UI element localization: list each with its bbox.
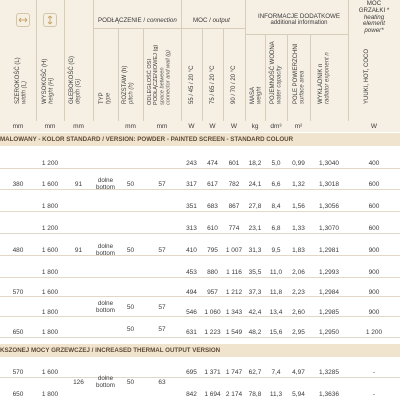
type-value-en: bottom	[96, 184, 115, 191]
output-55-value: 317	[186, 180, 197, 188]
group-output: MOC / output	[193, 17, 230, 24]
col-distance-pl2: PODŁĄCZENIOWEJ (g)	[153, 44, 160, 105]
unit-cell	[310, 121, 348, 132]
height-value: 1 800	[41, 268, 59, 276]
group-output-label: MOC	[193, 17, 208, 24]
col-depth-pl: GŁĘBOKOŚĆ (G)	[69, 55, 75, 104]
col-mass-pl: MASA	[250, 86, 256, 104]
col-t3-header	[231, 50, 238, 104]
height-value: 1 800	[41, 308, 59, 316]
heater-value: 1 200	[365, 328, 383, 336]
col-mass-en: weight	[256, 86, 263, 104]
type-cell	[93, 372, 118, 392]
col-pitch-header	[122, 52, 135, 104]
col-type-header	[99, 70, 112, 104]
divider	[265, 34, 266, 121]
col-width-en: width (L)	[21, 80, 28, 104]
water-value: 9,5	[271, 246, 281, 254]
unit-cell: W	[188, 123, 195, 130]
col-depth-en: depth (G)	[75, 78, 82, 104]
row-divider	[0, 255, 400, 256]
heater-label-5: power*	[364, 27, 384, 35]
col-water-en: water capacity	[276, 65, 283, 104]
output-90-value: 601	[228, 159, 240, 167]
width-value: 570	[12, 368, 24, 376]
surface-value: 1,33	[292, 224, 305, 232]
height-value: 1 600	[41, 180, 59, 188]
output-55-value: 494	[186, 288, 197, 296]
col-distance-en: space between	[159, 67, 166, 105]
width-value: 650	[12, 390, 24, 398]
col-type-pl: TYP	[99, 92, 105, 104]
distance-value: 57	[158, 325, 166, 333]
output-75-value: 1 060	[204, 308, 221, 316]
divider	[64, 0, 65, 121]
heater-value: 600	[368, 224, 380, 232]
water-value: 8,4	[271, 202, 281, 210]
heater-value: 900	[368, 288, 380, 296]
heater-value: 900	[368, 246, 380, 254]
output-55-value: 546	[186, 308, 197, 316]
mass-value: 35,5	[248, 268, 262, 276]
exponent-value: 1,2985	[319, 308, 339, 316]
heater-value: 900	[368, 308, 380, 316]
height-value: 1 800	[41, 390, 59, 398]
col-distance-pl: ODLEGŁOŚĆ OSI	[147, 58, 153, 105]
col-distance-en2: connector and wall (g)	[165, 49, 172, 105]
pitch-value: 50	[126, 325, 135, 333]
col-height-en: height (H)	[48, 77, 55, 104]
output-90-value: 1 747	[225, 368, 243, 376]
height-value: 1 600	[41, 288, 59, 296]
output-75-value: 617	[207, 180, 218, 188]
depth-value: 126	[73, 378, 84, 386]
output-90-value: 1 549	[225, 328, 243, 336]
row-divider	[0, 296, 400, 297]
col-water-pl: POJEMNOŚĆ WODNA	[270, 41, 276, 104]
water-value: 6,8	[271, 224, 281, 232]
col-t2-header	[210, 50, 217, 104]
type-value-pl: dolne	[97, 299, 114, 307]
mass-value: 42,4	[248, 308, 262, 316]
output-55-value: 410	[186, 246, 197, 254]
row-divider	[0, 277, 400, 278]
width-value: 480	[12, 246, 24, 254]
width-value: 570	[12, 288, 24, 296]
col-type-en: type	[105, 92, 112, 104]
group-connection-label: PODŁĄCZENIE	[98, 17, 142, 24]
col-water-header	[270, 41, 283, 104]
heater-value: 900	[368, 268, 380, 276]
row-divider	[0, 189, 400, 190]
col-pitch-pl: ROZSTAW (h)	[122, 65, 128, 104]
water-value: 11,0	[269, 268, 283, 276]
heater-label-4: element	[362, 20, 385, 28]
col-depth-header	[69, 38, 82, 104]
unit-cell: kg	[251, 123, 259, 130]
group-info	[254, 13, 344, 26]
output-75-value: 880	[207, 268, 218, 276]
col-surface-pl: POLE POWIERZCHNI	[293, 43, 299, 104]
water-value: 11,3	[269, 390, 283, 398]
output-90-value: 2 174	[225, 390, 243, 398]
exponent-value: 1,3070	[319, 224, 339, 232]
output-55-value: 453	[186, 268, 197, 276]
output-55-value: 842	[186, 390, 197, 398]
mass-value: 24,1	[248, 180, 262, 188]
height-value: 1 800	[41, 328, 59, 336]
col-pitch-en: pitch (h)	[128, 82, 135, 104]
distance-value: 63	[158, 378, 166, 386]
pitch-value: 50	[126, 246, 135, 254]
divider	[287, 34, 288, 121]
heater-label-3: heating	[363, 13, 385, 21]
pitch-value: 50	[126, 180, 135, 188]
output-75-value: 1 371	[204, 368, 221, 376]
group-heater	[348, 1, 400, 35]
row-divider	[0, 168, 400, 169]
output-90-value: 782	[228, 180, 240, 188]
output-75-value: 683	[207, 202, 218, 210]
divider	[93, 28, 181, 29]
height-arrows-icon	[43, 13, 57, 27]
col-heater-label: YUUKI, HOT, COCO	[364, 48, 370, 104]
mass-value: 48,2	[248, 328, 262, 336]
output-75-value: 610	[207, 224, 218, 232]
col-width-header	[15, 38, 28, 104]
exponent-value: 1,3056	[319, 202, 339, 210]
divider	[202, 28, 203, 121]
col-height-pl: WYSOKOŚĆ (H)	[42, 58, 48, 104]
surface-value: 2,06	[292, 268, 305, 276]
water-value: 7,4	[271, 368, 281, 376]
group-output-label-en: output	[212, 17, 230, 24]
group-connection-label-en: connection	[146, 17, 177, 24]
heater-label-1: MOC	[366, 0, 382, 7]
output-55-value: 351	[186, 202, 197, 210]
mass-value: 23,1	[248, 224, 262, 232]
col-distance-header	[147, 33, 172, 105]
divider	[181, 28, 245, 29]
exponent-value: 1,2950	[319, 328, 339, 336]
heater-value: 400	[368, 159, 380, 167]
unit-cell: mm	[12, 123, 24, 130]
unit-cell: mm	[156, 123, 168, 130]
section-increased-output: KSZONEJ MOCY GRZEWCZEJ / INCREASED THERMAL OUTPUT VERSION	[0, 344, 400, 357]
output-55-value: 243	[186, 159, 197, 167]
divider	[36, 0, 37, 121]
unit-cell: mm	[125, 123, 136, 130]
col-width-pl: SZEROKOŚĆ (L)	[15, 57, 21, 104]
unit-cell: W	[370, 123, 378, 130]
units-row	[0, 121, 400, 132]
heater-label-2: GRZAŁKI *	[358, 6, 390, 14]
col-t1-header	[189, 50, 196, 104]
mass-value: 62,7	[248, 368, 262, 376]
col-t3-label: 90 / 70 / 20 °C	[231, 65, 237, 104]
surface-value: 1,56	[292, 202, 305, 210]
row-divider	[0, 337, 400, 338]
col-surface-en: surface area	[299, 70, 306, 104]
col-exponent-header	[318, 44, 331, 104]
unit-cell: dm³	[270, 123, 282, 130]
type-cell	[93, 174, 118, 194]
unit-cell: W	[209, 123, 216, 130]
mass-value: 37,3	[248, 288, 262, 296]
output-90-value: 1 212	[225, 288, 243, 296]
depth-value: 91	[74, 246, 83, 254]
unit-cell: m²	[294, 123, 303, 130]
unit-cell: mm	[44, 123, 56, 130]
output-55-value: 313	[186, 224, 197, 232]
heater-value: 600	[368, 180, 380, 188]
divider	[245, 0, 246, 121]
col-exponent-pl: WYKŁADNIK n	[318, 63, 324, 104]
output-55-value: 695	[186, 368, 197, 376]
surface-value: 2,23	[292, 288, 305, 296]
row-divider	[0, 233, 400, 234]
unit-cell: mm	[73, 123, 84, 130]
output-90-value: 1 116	[226, 268, 242, 276]
type-value-en: bottom	[96, 250, 115, 257]
col-surface-header	[293, 44, 306, 104]
height-value: 1 600	[41, 368, 59, 376]
water-value: 15,6	[269, 328, 283, 336]
exponent-value: 1,2981	[319, 246, 339, 254]
depth-value: 91	[74, 180, 83, 188]
distance-value: 57	[158, 303, 166, 311]
width-arrows-icon	[16, 13, 30, 27]
group-info-label: INFORMACJE DODATKOWE	[257, 13, 341, 20]
col-mass-header	[250, 70, 263, 104]
divider	[310, 34, 311, 121]
col-t2-label: 75 / 65 / 20 °C	[210, 65, 216, 104]
surface-value: 5,94	[292, 390, 305, 398]
surface-value: 2,60	[292, 308, 305, 316]
divider	[118, 28, 119, 121]
col-height-header	[42, 38, 55, 104]
output-75-value: 1 223	[204, 328, 221, 336]
mass-value: 31,3	[248, 246, 262, 254]
height-value: 1 200	[41, 159, 59, 167]
type-cell	[93, 240, 118, 260]
row-divider	[0, 211, 400, 212]
heater-value: -	[372, 390, 376, 398]
surface-value: 1,83	[292, 246, 305, 254]
divider	[245, 34, 348, 35]
surface-value: 2,95	[292, 328, 305, 336]
height-value: 1 200	[41, 224, 59, 232]
divider	[181, 0, 182, 121]
divider	[143, 28, 144, 121]
output-90-value: 867	[228, 202, 240, 210]
row-divider	[0, 377, 400, 378]
surface-value: 1,32	[292, 180, 305, 188]
distance-value: 57	[158, 246, 166, 254]
exponent-value: 1,2993	[319, 268, 339, 276]
col-heater-header	[364, 44, 371, 104]
type-value-pl: dolne	[97, 176, 114, 184]
mass-value: 27,8	[248, 202, 262, 210]
exponent-value: 1,3636	[319, 390, 339, 398]
group-connection: PODŁĄCZENIE / connection	[98, 17, 177, 24]
mass-value: 78,8	[248, 390, 262, 398]
type-value-pl: dolne	[97, 242, 114, 250]
width-value: 650	[12, 328, 24, 336]
section-standard: MALOWANY - KOLOR STANDARD / VERSION: POWDER - PAINTED SCREEN - STANDARD COLOUR	[0, 133, 400, 146]
height-value: 1 800	[41, 202, 59, 210]
type-value-en: bottom	[96, 382, 115, 389]
col-exponent-en: radiator exponent n	[324, 52, 331, 104]
output-90-value: 1 343	[225, 308, 243, 316]
output-75-value: 795	[207, 246, 218, 254]
exponent-value: 1,3285	[319, 368, 339, 376]
exponent-value: 1,3040	[319, 159, 339, 167]
output-75-value: 957	[207, 288, 218, 296]
distance-value: 57	[158, 180, 166, 188]
unit-cell: W	[230, 123, 238, 130]
divider	[348, 0, 349, 121]
water-value: 6,6	[271, 180, 281, 188]
divider	[223, 28, 224, 121]
type-cell	[93, 297, 118, 317]
width-value: 380	[12, 180, 24, 188]
output-55-value: 631	[186, 328, 197, 336]
col-t1-label: 55 / 45 / 20 °C	[189, 65, 195, 104]
type-value-pl: dolne	[97, 374, 114, 382]
mass-value: 18,2	[248, 159, 262, 167]
heater-value: 600	[368, 202, 380, 210]
pitch-value: 50	[126, 378, 135, 386]
surface-value: 0,99	[292, 159, 305, 167]
water-value: 13,4	[269, 308, 283, 316]
output-90-value: 1 007	[225, 246, 243, 254]
pitch-value: 50	[126, 303, 135, 311]
divider	[93, 0, 94, 121]
exponent-value: 1,2984	[319, 288, 339, 296]
water-value: 5,0	[271, 159, 281, 167]
output-75-value: 1 694	[204, 390, 221, 398]
row-divider	[0, 316, 400, 317]
output-75-value: 474	[207, 159, 218, 167]
group-info-label-en: additional information	[270, 20, 328, 26]
unit-cell	[93, 121, 118, 132]
height-value: 1 600	[41, 246, 59, 254]
water-value: 11,8	[269, 288, 283, 296]
heater-value: -	[372, 368, 376, 376]
output-90-value: 774	[228, 224, 240, 232]
type-value-en: bottom	[96, 307, 115, 314]
surface-value: 4,97	[292, 368, 305, 376]
exponent-value: 1,3018	[319, 180, 339, 188]
